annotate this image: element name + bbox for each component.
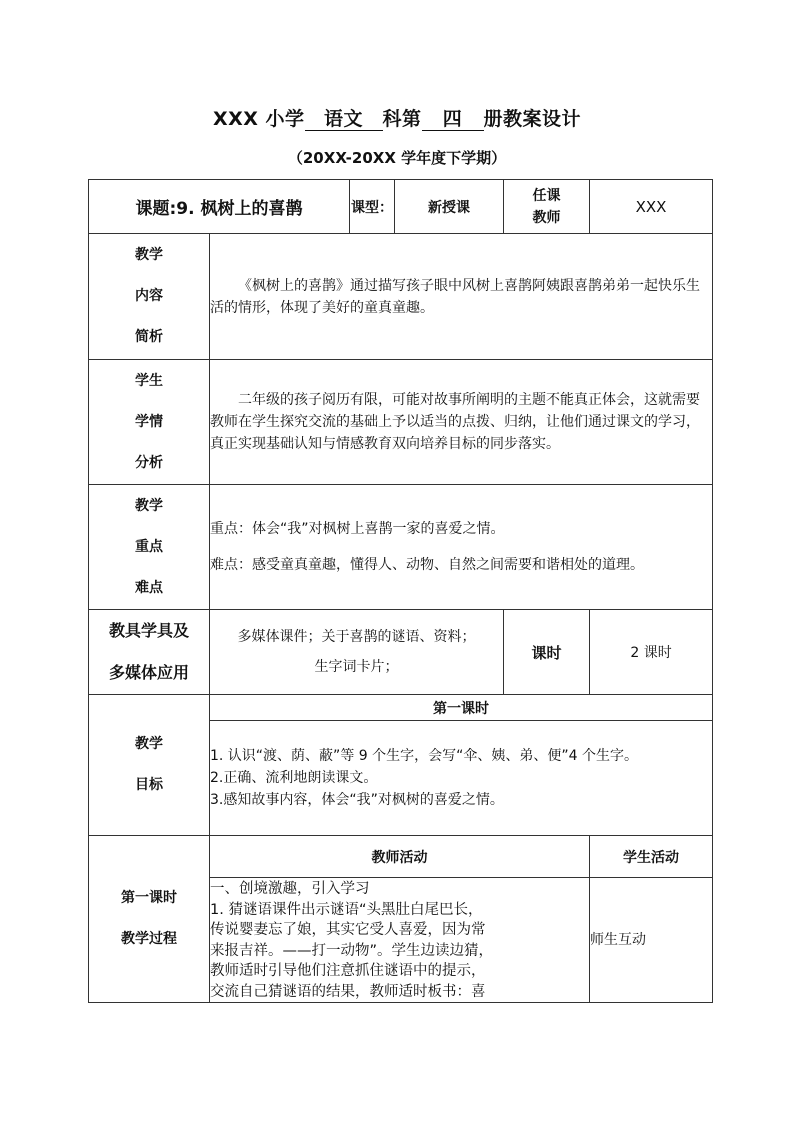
hours-value: 2 课时: [590, 610, 713, 695]
media-label: 教具学具及 多媒体应用: [89, 610, 210, 695]
objective-item: 3.感知故事内容，体会“我”对枫树的喜爱之情。: [210, 792, 504, 808]
student-analysis-row: [89, 360, 713, 485]
subject-field: 语文: [305, 108, 383, 131]
difficulty-text: 难点：感受童真童趣，懂得人、动物、自然之间需要和谐相处的道理。: [210, 557, 644, 573]
media-text: 多媒体课件；关于喜鹊的谜语、资料； 生字词卡片；: [210, 610, 504, 695]
lesson-type-value: 新授课: [395, 180, 504, 234]
student-analysis-label: 学生 学情 分析: [89, 360, 210, 485]
lesson-type-label: 课型：: [350, 180, 395, 234]
content-summary-label: 教学 内容 简析: [89, 234, 210, 360]
objectives-title-row: [89, 695, 713, 721]
objectives-session-title: 第一课时: [210, 695, 713, 721]
process-header-row: [89, 836, 713, 878]
process-label: 第一课时 教学过程: [89, 836, 210, 1003]
teacher-activity-content: 一、创境激趣，引入学习 1. 猜谜语课件出示谜语“头黑肚白尾巴长， 传说婴妻忘了娘，其实它受人喜爱，因为常 来报吉祥。——打一动物”。学生边读边猜， 教师适时引导他们注意抓住谜语中的提示， 交流自己猜谜语的结果，教师适时板书：喜: [210, 878, 590, 1003]
key-points-label: 教学 重点 难点: [89, 485, 210, 610]
student-activity-header: 学生活动: [590, 836, 713, 878]
school-name: XXX 小学: [212, 108, 305, 130]
lesson-plan-table: [88, 179, 713, 1003]
content-summary-text: 《枫树上的喜鹊》通过描写孩子眼中风树上喜鹊阿姨跟喜鹊弟弟一起快乐生活的情形，体现了美好的童真童趣。: [210, 234, 713, 360]
focus-text: 重点：体会“我”对枫树上喜鹊一家的喜爱之情。: [210, 521, 505, 537]
key-points-row: [89, 485, 713, 610]
media-row: [89, 610, 713, 695]
title-mid-text: 科第: [382, 108, 422, 130]
volume-field: 四: [422, 108, 484, 131]
title-end-text: 册教案设计: [483, 108, 582, 130]
term-subtitle: （20XX-20XX 学年度下学期）: [287, 149, 507, 167]
objectives-label: 教学 目标: [89, 695, 210, 836]
document-title: [0, 104, 794, 131]
objective-item: 1. 认识“渡、荫、蔽”等 9 个生字，会写“伞、姨、弟、便”4 个生字。: [210, 748, 638, 764]
student-activity-content: 师生互动: [590, 878, 713, 1003]
student-analysis-text: 二年级的孩子阅历有限，可能对故事所阐明的主题不能真正体会，这就需要教师在学生探究交流的基础上予以适当的点拨、归纳，让他们通过课文的学习，真正实现基础认知与情感教育双向培养目标的同步落实。: [210, 360, 713, 485]
objectives-items: [210, 721, 713, 836]
teacher-label: 任课 教师: [504, 180, 590, 234]
topic-row: [89, 180, 713, 234]
teacher-value: XXX: [590, 180, 713, 234]
teacher-activity-header: 教师活动: [210, 836, 590, 878]
hours-label: 课时: [504, 610, 590, 695]
key-points-cell: [210, 485, 713, 610]
topic-cell: 课题:9. 枫树上的喜鹊: [89, 180, 350, 234]
content-summary-row: [89, 234, 713, 360]
objective-item: 2.正确、流利地朗读课文。: [210, 770, 378, 786]
